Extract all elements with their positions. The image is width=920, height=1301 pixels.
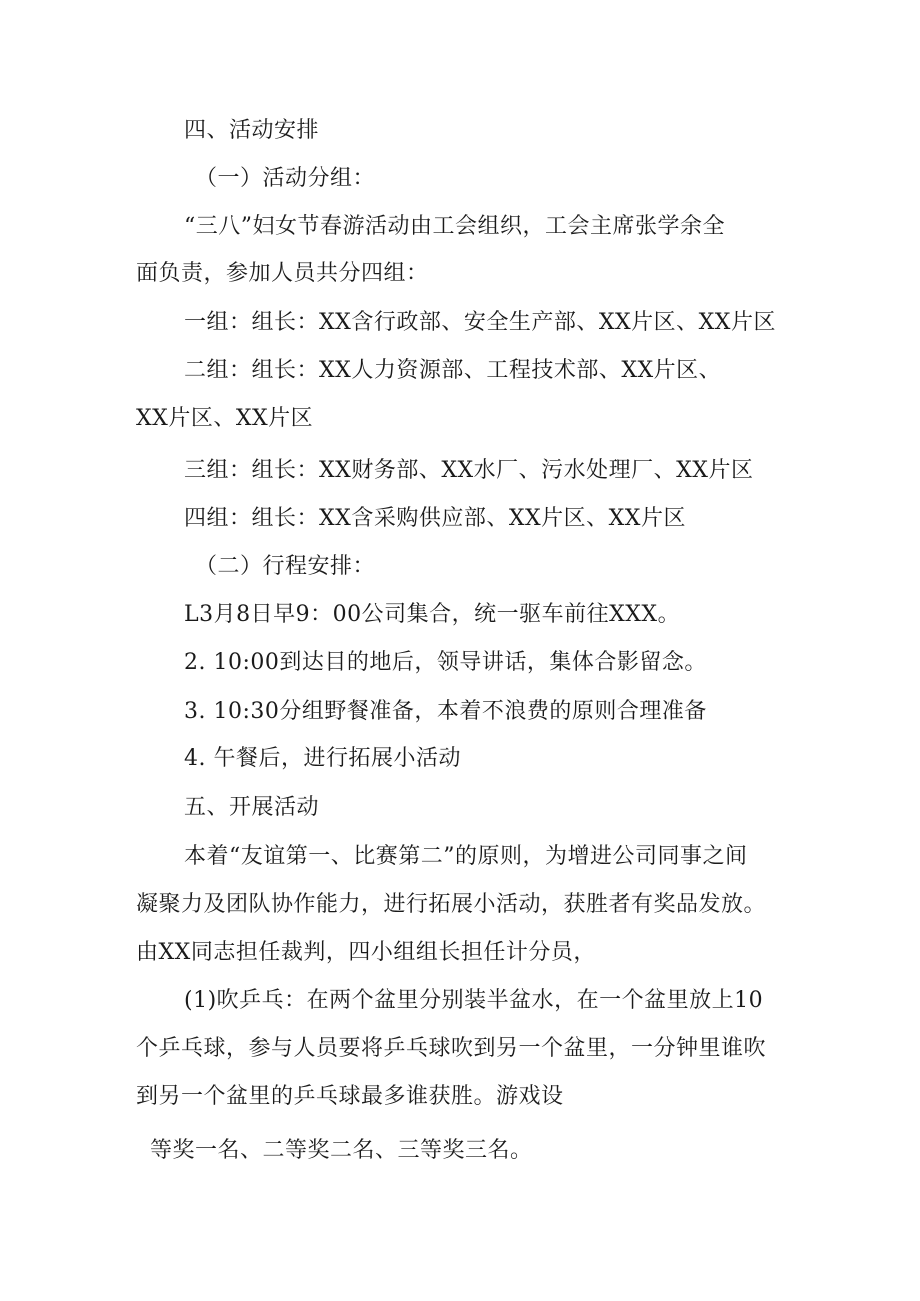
group-4-line: 四组：组长：XX含采购供应部、XX片区、XX片区 — [184, 506, 686, 531]
subheading-schedule: （二）行程安排： — [195, 554, 376, 579]
prizes-line: 等奖一名、二等奖二名、三等奖三名。 — [150, 1138, 533, 1163]
section-heading-conduct-activities: 五、开展活动 — [184, 795, 320, 820]
schedule-item-1: L3月8日早9：00公司集合，统一驱车前往XXX。 — [184, 602, 681, 627]
paragraph-activity-line-2: 凝聚力及团队协作能力，进行拓展小活动，获胜者有奖品发放。 — [136, 892, 767, 917]
schedule-item-4: 4. 午餐后，进行拓展小活动 — [184, 746, 461, 771]
pingpong-rule-line-1: (1)吹乒乓：在两个盆里分别装半盆水，在一个盆里放上10 — [184, 988, 764, 1013]
paragraph-activity-line-1: 本着“友谊第一、比赛第二”的原则，为增进公司同事之间 — [184, 844, 748, 869]
paragraph-intro-line-1: “三八”妇女节春游活动由工会组织，工会主席张学余全 — [184, 214, 725, 239]
paragraph-intro-line-2: 面负责，参加人员共分四组： — [136, 261, 429, 286]
group-3-line: 三组：组长：XX财务部、XX水厂、污水处理厂、XX片区 — [184, 458, 754, 483]
pingpong-rule-line-3: 到另一个盆里的乒乓球最多谁获胜。游戏设 — [136, 1084, 564, 1109]
group-1-line: 一组：组长：XX含行政部、安全生产部、XX片区、XX片区 — [184, 310, 776, 335]
paragraph-activity-line-3: 由XX同志担任裁判，四小组组长担任计分员， — [136, 940, 596, 965]
schedule-item-3: 3. 10:30分组野餐准备，本着不浪费的原则合理准备 — [184, 699, 707, 724]
group-2-line-1: 二组：组长：XX人力资源部、工程技术部、XX片区、 — [184, 358, 722, 383]
schedule-item-2: 2. 10:00到达目的地后，领导讲话，集体合影留念。 — [184, 650, 707, 675]
pingpong-rule-line-2: 个乒乓球，参与人员要将乒乓球吹到另一个盆里，一分钟里谁吹 — [136, 1036, 767, 1061]
section-heading-activity-arrangement: 四、活动安排 — [184, 118, 320, 143]
subheading-activity-groups: （一）活动分组： — [195, 166, 376, 191]
group-2-line-2: XX片区、XX片区 — [136, 406, 314, 431]
